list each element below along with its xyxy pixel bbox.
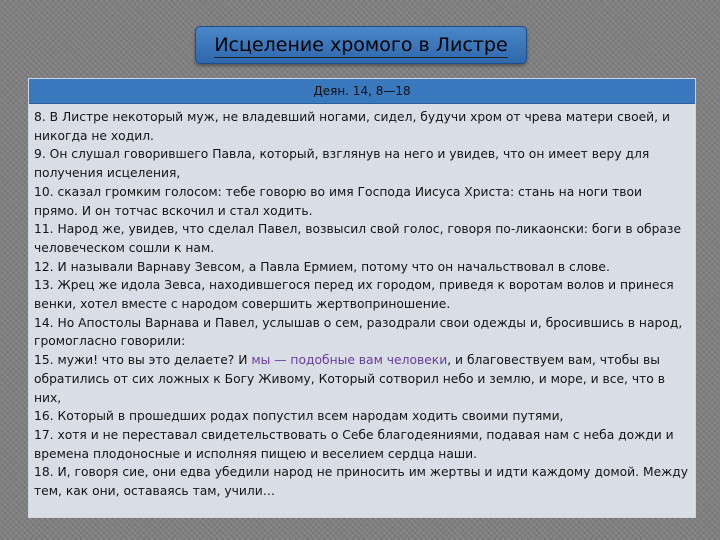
slide-title-text: Исцеление хромого в Листре: [214, 34, 508, 56]
verse-16: 16. Который в прошедших родах попустил всем народам ходить своими путями,: [34, 409, 564, 424]
verse-11: 11. Народ же, увидев, что сделал Павел, возвысил свой голос, говоря по-ликаонски: боги в образе человеческом сошли к нам.: [34, 222, 682, 255]
scripture-reference: Деян. 14, 8—18: [29, 79, 695, 104]
verse-14: 14. Но Апостолы Варнава и Павел, услышав о сем, разодрали свои одежды и, бросившись в народ, громогласно говорили:: [34, 315, 683, 349]
scripture-panel: [28, 78, 696, 518]
verse-10: 10. сказал громким голосом: тебе говорю во имя Господа Иисуса Христа: стань на ноги твои прямо. И он тотчас вскочил и стал ходить.: [34, 184, 642, 218]
verse-15-end: , и благовествуем вам, чтобы вы обратились от сих ложных к Богу Живому, Который сотворил небо и землю, и море, и все, что в них,: [34, 353, 665, 405]
verse-15-highlight: мы — подобные вам человеки: [251, 353, 448, 368]
verse-9: 9. Он слушал говорившего Павла, который, взглянув на него и увидев, что он имеет веру для получения исцеления,: [34, 147, 650, 181]
slide-title: [195, 26, 527, 64]
verse-13: 13. Жрец же идола Зевса, находившегося перед их городом, приведя к воротам волов и принеся венки, хотел вместе с народом совершить жертвоприношение.: [34, 278, 674, 312]
verse-15-start: 15. мужи! что вы это делаете? И: [34, 353, 252, 368]
verse-8: 8. В Листре некоторый муж, не владевший ногами, сидел, будучи хром от чрева матери своей, и никогда не ходил.: [34, 110, 670, 143]
verse-17: 17. хотя и не переставал свидетельствовать о Себе благодеяниями, подавая нам с неба дожди и времена плодоносные и исполняя пищею и веселием сердца наши.: [34, 427, 674, 461]
verse-list: [29, 104, 695, 516]
verse-18: 18. И, говоря сие, они едва убедили народ не приносить им жертвы и идти каждому домой. Между тем, как они, оставаясь там, учили…: [34, 465, 688, 499]
verse-12: 12. И называли Варнаву Зевсом, а Павла Ермием, потому что он начальствовал в слове.: [34, 259, 610, 274]
